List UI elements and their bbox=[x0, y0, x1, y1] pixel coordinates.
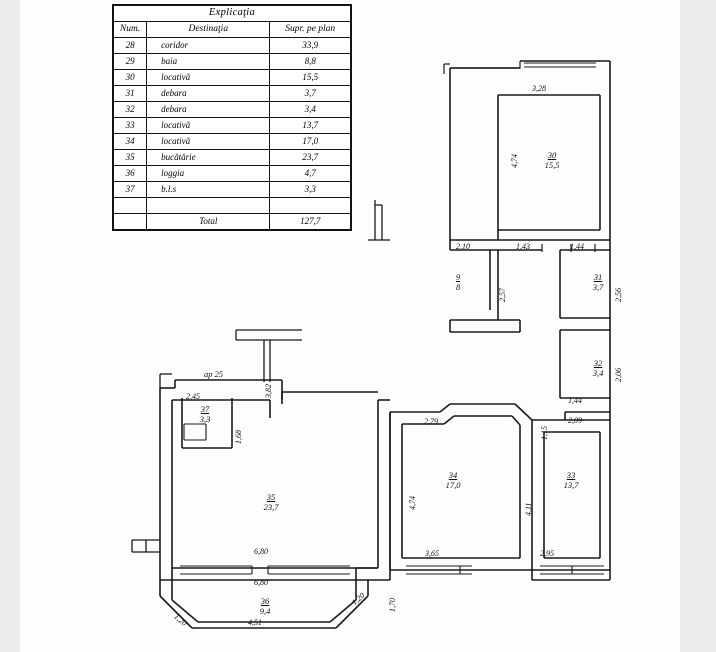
room-35-tag bbox=[248, 492, 294, 512]
legend-num: 28 bbox=[114, 38, 147, 54]
dim-4-51: 4,51 bbox=[248, 618, 262, 627]
legend-dest: loggia bbox=[147, 166, 270, 182]
dim-3-28: 3,28 bbox=[532, 84, 546, 93]
room-29-number: 9 bbox=[455, 272, 461, 282]
legend-title: Explicaţia bbox=[114, 6, 351, 22]
dim-1-20-left: 1,20 bbox=[172, 612, 189, 628]
legend-supr: 3,3 bbox=[270, 182, 351, 198]
dim-1-70: 1,70 bbox=[388, 598, 397, 612]
dim-4-74-mid: 4,74 bbox=[408, 496, 417, 510]
dim-2-06: 2,06 bbox=[614, 368, 623, 382]
legend-dest: b.l.s bbox=[147, 182, 270, 198]
dim-3-65: 3,65 bbox=[425, 549, 439, 558]
legend-supr: 4,7 bbox=[270, 166, 351, 182]
room-33-area: 13,7 bbox=[563, 480, 579, 491]
legend-dest: locativă bbox=[147, 134, 270, 150]
room-34-number: 34 bbox=[448, 470, 458, 480]
room-35-area: 23,7 bbox=[263, 502, 279, 513]
legend-dest: baia bbox=[147, 54, 270, 70]
dim-1-44-mid: 1,44 bbox=[568, 396, 582, 405]
room-36-tag bbox=[242, 596, 288, 616]
room-37-number: 37 bbox=[200, 404, 210, 414]
dim-1-44-top: 1,44 bbox=[570, 242, 584, 251]
legend-dest: debara bbox=[147, 86, 270, 102]
legend-total-label: Total bbox=[147, 214, 270, 230]
legend-supr: 33,9 bbox=[270, 38, 351, 54]
legend-num: 37 bbox=[114, 182, 147, 198]
legend-num: 32 bbox=[114, 102, 147, 118]
dim-4-74-left: 4,74 bbox=[510, 154, 519, 168]
legend-dest: debara bbox=[147, 102, 270, 118]
page-right-margin bbox=[680, 0, 716, 652]
legend-dest: locativă bbox=[147, 118, 270, 134]
room-35-number: 35 bbox=[266, 492, 276, 502]
legend-supr: 17,0 bbox=[270, 134, 351, 150]
room-30-number: 30 bbox=[547, 150, 557, 160]
room-34-tag bbox=[430, 470, 476, 490]
legend-num: 36 bbox=[114, 166, 147, 182]
legend-header-dest: Destinaţia bbox=[147, 22, 270, 38]
legend-header-num: Num. bbox=[114, 22, 147, 38]
page-left-margin bbox=[0, 0, 20, 652]
room-36-number: 36 bbox=[260, 596, 270, 606]
dim-2-09: 2,09 bbox=[568, 416, 582, 425]
dim-2-45: 2,45 bbox=[186, 392, 200, 401]
legend-dest: locativă bbox=[147, 70, 270, 86]
legend-num: 34 bbox=[114, 134, 147, 150]
legend-num: 33 bbox=[114, 118, 147, 134]
room-29-area: 8 bbox=[455, 282, 461, 293]
legend-num: 30 bbox=[114, 70, 147, 86]
dim-2-56: 2,56 bbox=[614, 288, 623, 302]
dim-1-15: 1,15 bbox=[540, 426, 549, 440]
room-36-area: 9,4 bbox=[259, 606, 271, 617]
dim-2-95: 2,95 bbox=[540, 549, 554, 558]
legend-num: 29 bbox=[114, 54, 147, 70]
legend-supr: 8,8 bbox=[270, 54, 351, 70]
room-34-area: 17,0 bbox=[445, 480, 461, 491]
room-32-tag bbox=[581, 358, 615, 378]
legend-supr: 3,7 bbox=[270, 86, 351, 102]
legend-dest: bucătărie bbox=[147, 150, 270, 166]
legend-supr: 13,7 bbox=[270, 118, 351, 134]
room-32-number: 32 bbox=[593, 358, 603, 368]
legend-header-supr: Supr. pe plan bbox=[270, 22, 351, 38]
dim-4-11: 4,11 bbox=[524, 502, 533, 516]
room-30-tag bbox=[530, 150, 574, 170]
room-32-area: 3,4 bbox=[592, 368, 604, 379]
legend-num: 31 bbox=[114, 86, 147, 102]
apartment-label: ap 25 bbox=[204, 369, 224, 379]
dim-1-43: 1,43 bbox=[516, 242, 530, 251]
dim-6-80-b: 6,80 bbox=[254, 578, 268, 587]
legend-total-value: 127,7 bbox=[270, 214, 351, 230]
dim-2-10: 2,10 bbox=[456, 242, 470, 251]
room-33-tag bbox=[548, 470, 594, 490]
dim-6-80-a: 6,80 bbox=[254, 547, 268, 556]
dim-2-79: 2,79 bbox=[424, 417, 438, 426]
legend-dest: coridor bbox=[147, 38, 270, 54]
dim-1-20-right: 1,20 bbox=[350, 591, 367, 607]
dim-3-82: 3,82 bbox=[264, 384, 273, 398]
legend-supr: 15,5 bbox=[270, 70, 351, 86]
room-31-number: 31 bbox=[593, 272, 603, 282]
room-31-area: 3,7 bbox=[592, 282, 604, 293]
legend-num: 35 bbox=[114, 150, 147, 166]
dim-2-57: 2,57 bbox=[498, 288, 507, 302]
room-37-tag bbox=[188, 404, 222, 424]
legend-supr: 3,4 bbox=[270, 102, 351, 118]
room-37-area: 3,3 bbox=[199, 414, 211, 425]
room-33-number: 33 bbox=[566, 470, 576, 480]
dim-1-68: 1,68 bbox=[234, 430, 243, 444]
floor-plan-drawing bbox=[20, 0, 680, 652]
room-30-area: 15,5 bbox=[544, 160, 560, 171]
room-31-tag bbox=[581, 272, 615, 292]
legend-supr: 23,7 bbox=[270, 150, 351, 166]
room-29-tag bbox=[450, 272, 466, 292]
plan-vector bbox=[20, 0, 680, 652]
